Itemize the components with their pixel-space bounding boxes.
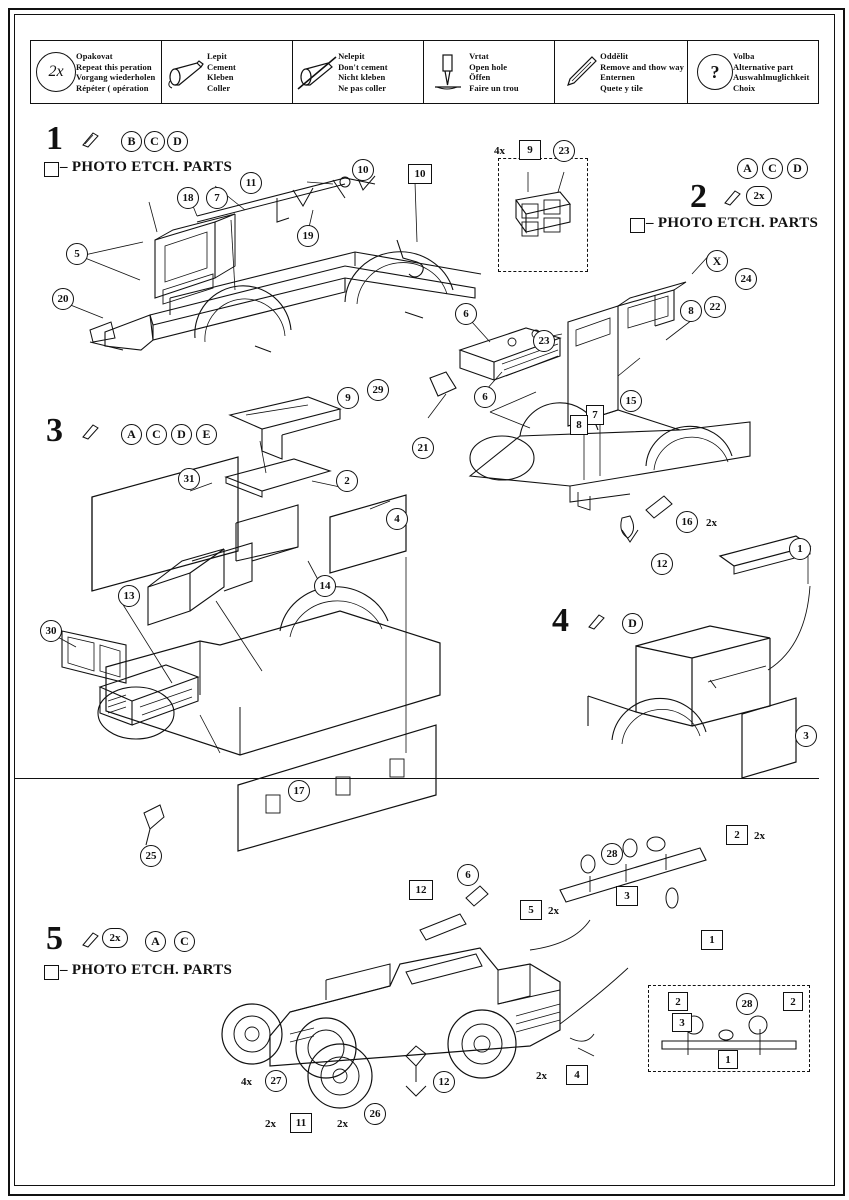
legend-item-no-cement [293, 41, 424, 103]
step4-drawing [560, 530, 820, 730]
detail-callout-1: 1 [718, 1050, 738, 1069]
callout-23b: 23 [533, 330, 555, 352]
step-number-2: 2 [690, 178, 707, 215]
callout-10b: 10 [408, 164, 432, 184]
legend-item-no-cement-text: Nelepit Don't cement Nicht kleben Ne pas coller [338, 51, 388, 93]
variant-badge-a-2: A [737, 158, 758, 179]
legend-item-remove-text: Oddělit Remove and thow way Enternen Quete y tile [600, 51, 684, 93]
callout-6c: 6 [457, 864, 479, 886]
variant-badge-a-5: A [145, 931, 166, 952]
legend-item-repeat-text: Opakovat Repeat this peration Vorgang wiederholen Répéter ( opération [76, 51, 156, 93]
repeat-badge-2x-step5: 2x [102, 928, 128, 948]
photo-etch-swatch-2 [630, 218, 645, 233]
callout-7b: 7 [586, 405, 604, 425]
callout-6a: 6 [455, 303, 477, 325]
legend-item-alternative-text: Volba Alternative part Auswahlmuglichkeit Choix [732, 51, 810, 93]
variant-badge-c: C [144, 131, 165, 152]
callout-30: 30 [40, 620, 62, 642]
callout-9-pe: 9 [519, 140, 541, 160]
detail-callout-28: 28 [736, 993, 758, 1015]
photo-etch-label-5: – PHOTO ETCH. PARTS [60, 962, 233, 978]
legend-item-open-hole [424, 41, 555, 103]
callout-14: 14 [314, 575, 336, 597]
callout-11: 11 [290, 1113, 312, 1133]
callout-4b: 4 [566, 1065, 588, 1085]
callout-12b: 12 [409, 880, 433, 900]
callout-29: 29 [367, 379, 389, 401]
multiplier-4x-pe: 4x [494, 145, 505, 157]
callout-8b: 8 [570, 415, 588, 435]
step3-drawing [40, 395, 510, 815]
step-number-3: 3 [46, 412, 63, 449]
callout-17: 17 [288, 780, 310, 802]
variant-badge-c-5: C [174, 931, 195, 952]
callout-26: 26 [364, 1103, 386, 1125]
step1-drawing [45, 170, 515, 420]
callout-4a: 4 [386, 508, 408, 530]
variant-badge-e-3: E [196, 424, 217, 445]
paint-brush-icon-2 [722, 188, 742, 204]
callout-3a: 3 [795, 725, 817, 747]
step-number-5: 5 [46, 920, 63, 957]
step-number-1: 1 [46, 120, 63, 157]
callout-24: 24 [735, 268, 757, 290]
callout-12a: 12 [651, 553, 673, 575]
legend-item-alternative [688, 41, 818, 103]
callout-6b: 6 [474, 386, 496, 408]
no-glue-icon [296, 51, 338, 93]
variant-badge-d-4: D [622, 613, 643, 634]
legend-item-open-hole-text: Vrtat Open hole Öffen Faire un trou [469, 51, 519, 93]
callout-11: 11 [240, 172, 262, 194]
callout-23-pe: 23 [553, 140, 575, 162]
callout-5: 5 [66, 243, 88, 265]
alternative-x-marker: X [706, 250, 728, 272]
detail-callout-2b: 2 [783, 992, 803, 1011]
multiplier-2x-5b: 2x [548, 905, 559, 917]
drill-icon [427, 51, 469, 93]
variant-badge-d: D [167, 131, 188, 152]
callout-27: 27 [265, 1070, 287, 1092]
photo-etch-swatch-5 [44, 965, 59, 980]
callout-15: 15 [620, 390, 642, 412]
callout-21: 21 [412, 437, 434, 459]
pe-detail-drawing [498, 158, 588, 273]
multiplier-2x-26: 2x [337, 1118, 348, 1130]
glue-tube-icon [165, 51, 207, 93]
variant-badge-d-3: D [171, 424, 192, 445]
callout-9b: 9 [337, 387, 359, 409]
detail-callout-2a: 2 [668, 992, 688, 1011]
cut-knife-icon [558, 51, 600, 93]
legend-item-remove [555, 41, 688, 103]
callout-5b: 5 [520, 900, 542, 920]
callout-7: 7 [206, 187, 228, 209]
multiplier-2x-11: 2x [265, 1118, 276, 1130]
variant-badge-a-3: A [121, 424, 142, 445]
variant-badge-c-2: C [762, 158, 783, 179]
callout-1a: 1 [789, 538, 811, 560]
multiplier-2x-4: 2x [536, 1070, 547, 1082]
variant-badge-d-2: D [787, 158, 808, 179]
callout-12c: 12 [433, 1071, 455, 1093]
repeat-badge-2x-step2: 2x [746, 186, 772, 206]
callout-10a: 10 [352, 159, 374, 181]
callout-2a: 2 [336, 470, 358, 492]
question-icon: ? [691, 51, 733, 93]
legend-item-cement [162, 41, 293, 103]
multiplier-4x-27: 4x [241, 1076, 252, 1088]
multiplier-2x-2b: 2x [754, 830, 765, 842]
legend-item-repeat [31, 41, 162, 103]
step-number-4: 4 [552, 602, 569, 639]
callout-3b: 3 [616, 886, 638, 906]
callout-20: 20 [52, 288, 74, 310]
callout-2b: 2 [726, 825, 748, 845]
callout-8a: 8 [680, 300, 702, 322]
repeat-2x-icon: 2x [34, 51, 76, 93]
callout-1b: 1 [701, 930, 723, 950]
callout-18: 18 [177, 187, 199, 209]
paint-brush-icon [80, 130, 100, 146]
photo-etch-label-2: – PHOTO ETCH. PARTS [646, 215, 819, 231]
callout-22: 22 [704, 296, 726, 318]
variant-badge-c-3: C [146, 424, 167, 445]
callout-25: 25 [140, 845, 162, 867]
legend-item-cement-text: Lepit Cement Kleben Coller [207, 51, 236, 93]
legend-bar [30, 40, 819, 104]
paint-brush-icon-5 [80, 930, 100, 946]
callout-28: 28 [601, 843, 623, 865]
photo-etch-label-1: – PHOTO ETCH. PARTS [60, 159, 233, 175]
callout-19: 19 [297, 225, 319, 247]
detail-callout-3: 3 [672, 1013, 692, 1032]
callout-16: 16 [676, 511, 698, 533]
callout-13: 13 [118, 585, 140, 607]
multiplier-2x-16: 2x [706, 517, 717, 529]
variant-badge-b: B [121, 131, 142, 152]
callout-31: 31 [178, 468, 200, 490]
